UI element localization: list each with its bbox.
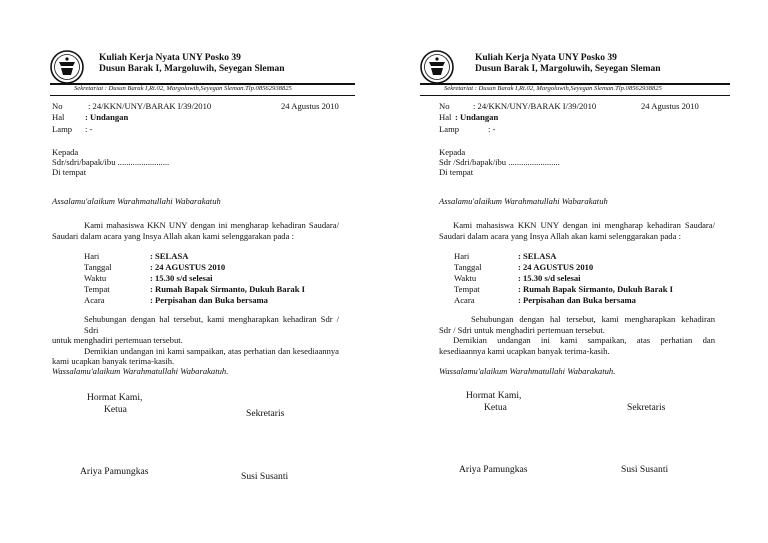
intro-line-1: Kami mahasiswa KKN UNY dengan ini mengharap kehadiran Saudara/ [453, 220, 715, 230]
uny-logo-icon [420, 50, 454, 84]
sekretaris-title: Sekretaris [246, 408, 285, 419]
secretariat-line: Sekretariat : Dusun Barak I,Rt.02, Margoluwih,Seyegan Sleman.Tlp.08562938825 [74, 85, 292, 92]
ketua-title: Ketua [484, 402, 507, 413]
lamp-label: Lamp [439, 124, 460, 134]
secretariat-line: Sekretariat : Dusun Barak I,Rt.02, Margoluwih,Seyegan Sleman.Tlp.08562938825 [444, 85, 662, 92]
closing-line-2: untuk menghadiri pertemuan tersebut. [52, 335, 183, 346]
detail-label: Hari [454, 251, 470, 261]
intro-line-1: Kami mahasiswa KKN UNY dengan ini mengharap kehadiran Saudara/ [84, 220, 339, 230]
detail-label: Tempat [454, 284, 480, 294]
intro-paragraph [439, 220, 715, 241]
detail-value: : Rumah Bapak Sirmanto, Dukuh Barak I [150, 284, 305, 294]
no-label: No [439, 101, 450, 111]
detail-label: Waktu [84, 273, 107, 283]
intro-line-2: Saudari dalam acara yang Insya Allah akan kami selenggarakan pada : [52, 230, 294, 241]
detail-value: : Perpisahan dan Buka bersama [518, 295, 636, 305]
org-address: Dusun Barak I, Margoluwih, Seyegan Sleman [475, 64, 661, 74]
sekretaris-title: Sekretaris [627, 402, 666, 413]
closing-line-1: Sehubungan dengan hal tersebut, kami mengharapkan kehadiran [471, 314, 715, 324]
detail-value: : 15.30 s/d selesai [150, 273, 213, 283]
detail-label: Waktu [454, 273, 477, 283]
closing-line-3: Demikian undangan ini kami sampaikan, atas perhatian dan [453, 335, 715, 346]
closing-line-4: kesediaannya kami ucapkan banyak terima-kasih. [439, 345, 610, 356]
ketua-title: Ketua [104, 404, 127, 415]
org-address: Dusun Barak I, Margoluwih, Seyegan Sleman [99, 64, 285, 74]
header-divider-thin [420, 95, 730, 96]
letter-date: 24 Agustus 2010 [281, 101, 339, 111]
hormat-kami: Hormat Kami, [466, 390, 522, 401]
detail-label: Tempat [84, 284, 110, 294]
detail-label: Tanggal [84, 262, 112, 272]
closing-line-2: Sdr / Sdri untuk menghadiri pertemuan tersebut. [439, 324, 605, 335]
addressee: Sdr /Sdri/bapak/ibu ........................ [439, 157, 560, 167]
detail-value: : Rumah Bapak Sirmanto, Dukuh Barak I [518, 284, 673, 294]
closing-line-4: kami ucapkan banyak terima-kasih. [52, 356, 175, 367]
closing-line-1: Sehubungan dengan hal tersebut, kami mengharapkan kehadiran Sdr / Sdri [84, 314, 339, 335]
ditempat: Di tempat [52, 167, 87, 177]
ketua-name: Ariya Pamungkas [80, 466, 149, 477]
intro-line-2: Saudari dalam acara yang Insya Allah akan kami selenggarakan pada : [439, 230, 681, 241]
hal-label: Hal [439, 112, 452, 122]
hormat-kami: Hormat Kami, [87, 392, 143, 403]
detail-value: : 24 AGUSTUS 2010 [150, 262, 226, 272]
no-label: No [52, 101, 63, 111]
no-value: : 24/KKN/UNY/BARAK I/39/2010 [88, 101, 212, 111]
detail-value: : 24 AGUSTUS 2010 [518, 262, 594, 272]
org-name: Kuliah Kerja Nyata UNY Posko 39 [99, 53, 241, 63]
detail-label: Acara [454, 295, 475, 305]
org-name: Kuliah Kerja Nyata UNY Posko 39 [475, 53, 617, 63]
detail-label: Hari [84, 251, 100, 261]
sekretaris-name: Susi Susanti [241, 471, 289, 482]
greeting: Assalamu'alaikum Warahmatullahi Wabarakatuh [439, 196, 608, 206]
lamp-value: : - [85, 124, 93, 134]
lamp-label: Lamp [52, 124, 73, 134]
detail-label: Tanggal [454, 262, 482, 272]
kepada-label: Kepada [52, 147, 79, 157]
farewell: Wassalamu'alaikum Warahmatullahi Wabarakatuh. [439, 366, 616, 376]
no-value: : 24/KKN/UNY/BARAK I/39/2010 [473, 101, 597, 111]
kepada-label: Kepada [439, 147, 466, 157]
closing-paragraph [439, 314, 715, 356]
hal-value: : Undangan [455, 112, 499, 122]
closing-line-3: Demikian undangan ini kami sampaikan, atas perhatian dan kesediaannya [84, 345, 339, 356]
detail-label: Acara [84, 295, 105, 305]
ditempat: Di tempat [439, 167, 474, 177]
lamp-value: : - [488, 124, 496, 134]
detail-value: : SELASA [150, 251, 189, 261]
intro-paragraph [52, 220, 339, 241]
farewell: Wassalamu'alaikum Warahmatullahi Wabarakatuh. [52, 366, 229, 376]
detail-value: : Perpisahan dan Buka bersama [150, 295, 268, 305]
sekretaris-name: Susi Susanti [621, 464, 669, 475]
ketua-name: Ariya Pamungkas [459, 464, 528, 475]
hal-label: Hal [52, 112, 65, 122]
letter-date: 24 Agustus 2010 [641, 101, 699, 111]
closing-paragraph [52, 314, 339, 367]
addressee: Sdr/sdri/bapak/ibu ........................ [52, 157, 170, 167]
detail-value: : 15.30 s/d selesai [518, 273, 581, 283]
invitation-letter-right [384, 0, 768, 543]
header-divider-thin [50, 95, 355, 96]
hal-value: : Undangan [85, 112, 129, 122]
detail-value: : SELASA [518, 251, 557, 261]
greeting: Assalamu'alaikum Warahmatullahi Wabarakatuh [52, 196, 221, 206]
uny-logo-icon [50, 50, 84, 84]
